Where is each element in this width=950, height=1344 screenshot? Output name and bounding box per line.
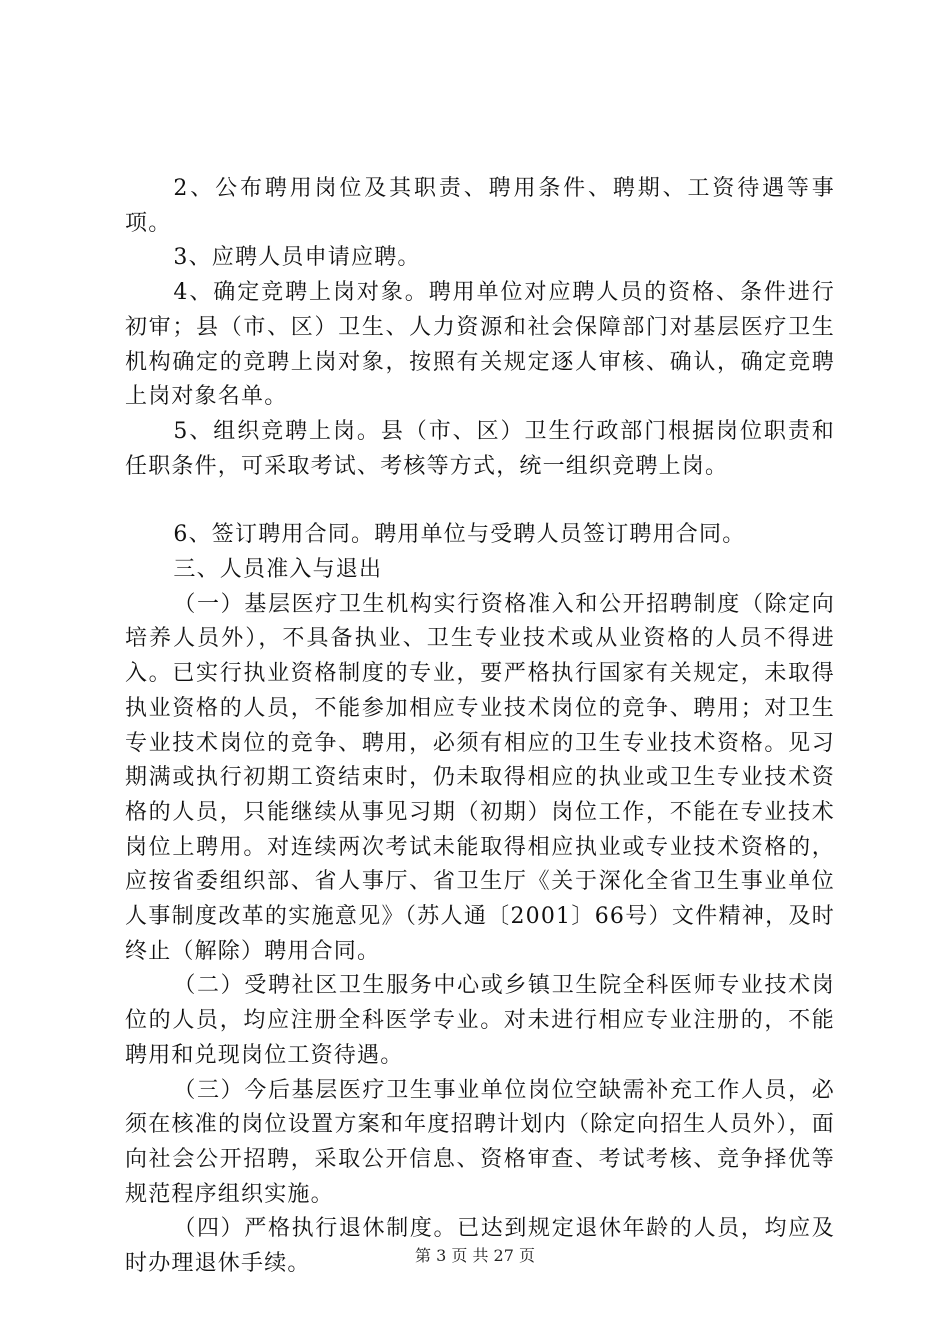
paragraph-item-4: （四）严格执行退休制度。已达到规定退休年龄的人员，均应及时办理退休手续。: [125, 1216, 835, 1277]
document-body: [125, 172, 835, 1282]
section-heading-personnel: 三、人员准入与退出: [173, 557, 383, 583]
paragraph-step-2: 2、公布聘用岗位及其职责、聘用条件、聘期、工资待遇等事项。: [125, 176, 835, 236]
paragraph-item-1: （一）基层医疗卫生机构实行资格准入和公开招聘制度（除定向培养人员外），不具备执业、卫生专业技术或从业资格的人员不得进入。已实行执业资格制度的专业，要严格执行国家有关规定，未取得执业资格的人员，不能参加相应专业技术岗位的竞争、聘用；对卫生专业技术岗位的竞争、聘用，必须有相应的卫生专业技术资格。见习期满或执行初期工资结束时，仍未取得相应的执业或卫生专业技术资格的人员，只能继续从事见习期（初期）岗位工作，不能在专业技术岗位上聘用。对连续两次考试未能取得相应执业或专业技术资格的，应按省委组织部、省人事厅、省卫生厅《关于深化全省卫生事业单位人事制度改革的实施意见》（苏人通〔2001〕66号）文件精神，及时终止（解除）聘用合同。: [125, 591, 835, 964]
paragraph-item-3: （三）今后基层医疗卫生事业单位岗位空缺需补充工作人员，必须在核准的岗位设置方案和年度招聘计划内（除定向招生人员外），面向社会公开招聘，采取公开信息、资格审查、考试考核、竞争择优等规范程序组织实施。: [125, 1077, 835, 1207]
paragraph-step-5: 5、组织竞聘上岗。县（市、区）卫生行政部门根据岗位职责和任职条件，可采取考试、考核等方式，统一组织竞聘上岗。: [125, 418, 835, 479]
page-number-footer: 第 3 页 共 27 页: [415, 1246, 535, 1265]
paragraph-item-2: （二）受聘社区卫生服务中心或乡镇卫生院全科医师专业技术岗位的人员，均应注册全科医学专业。对未进行相应专业注册的，不能聘用和兑现岗位工资待遇。: [125, 973, 835, 1068]
paragraph-step-3: 3、应聘人员申请应聘。: [173, 245, 421, 271]
paragraph-step-4: 4、确定竞聘上岗对象。聘用单位对应聘人员的资格、条件进行初审；县（市、区）卫生、人力资源和社会保障部门对基层医疗卫生机构确定的竞聘上岗对象，按照有关规定逐人审核、确认，确定竞聘上岗对象名单。: [125, 280, 835, 410]
paragraph-step-6: 6、签订聘用合同。聘用单位与受聘人员签订聘用合同。: [173, 522, 746, 548]
